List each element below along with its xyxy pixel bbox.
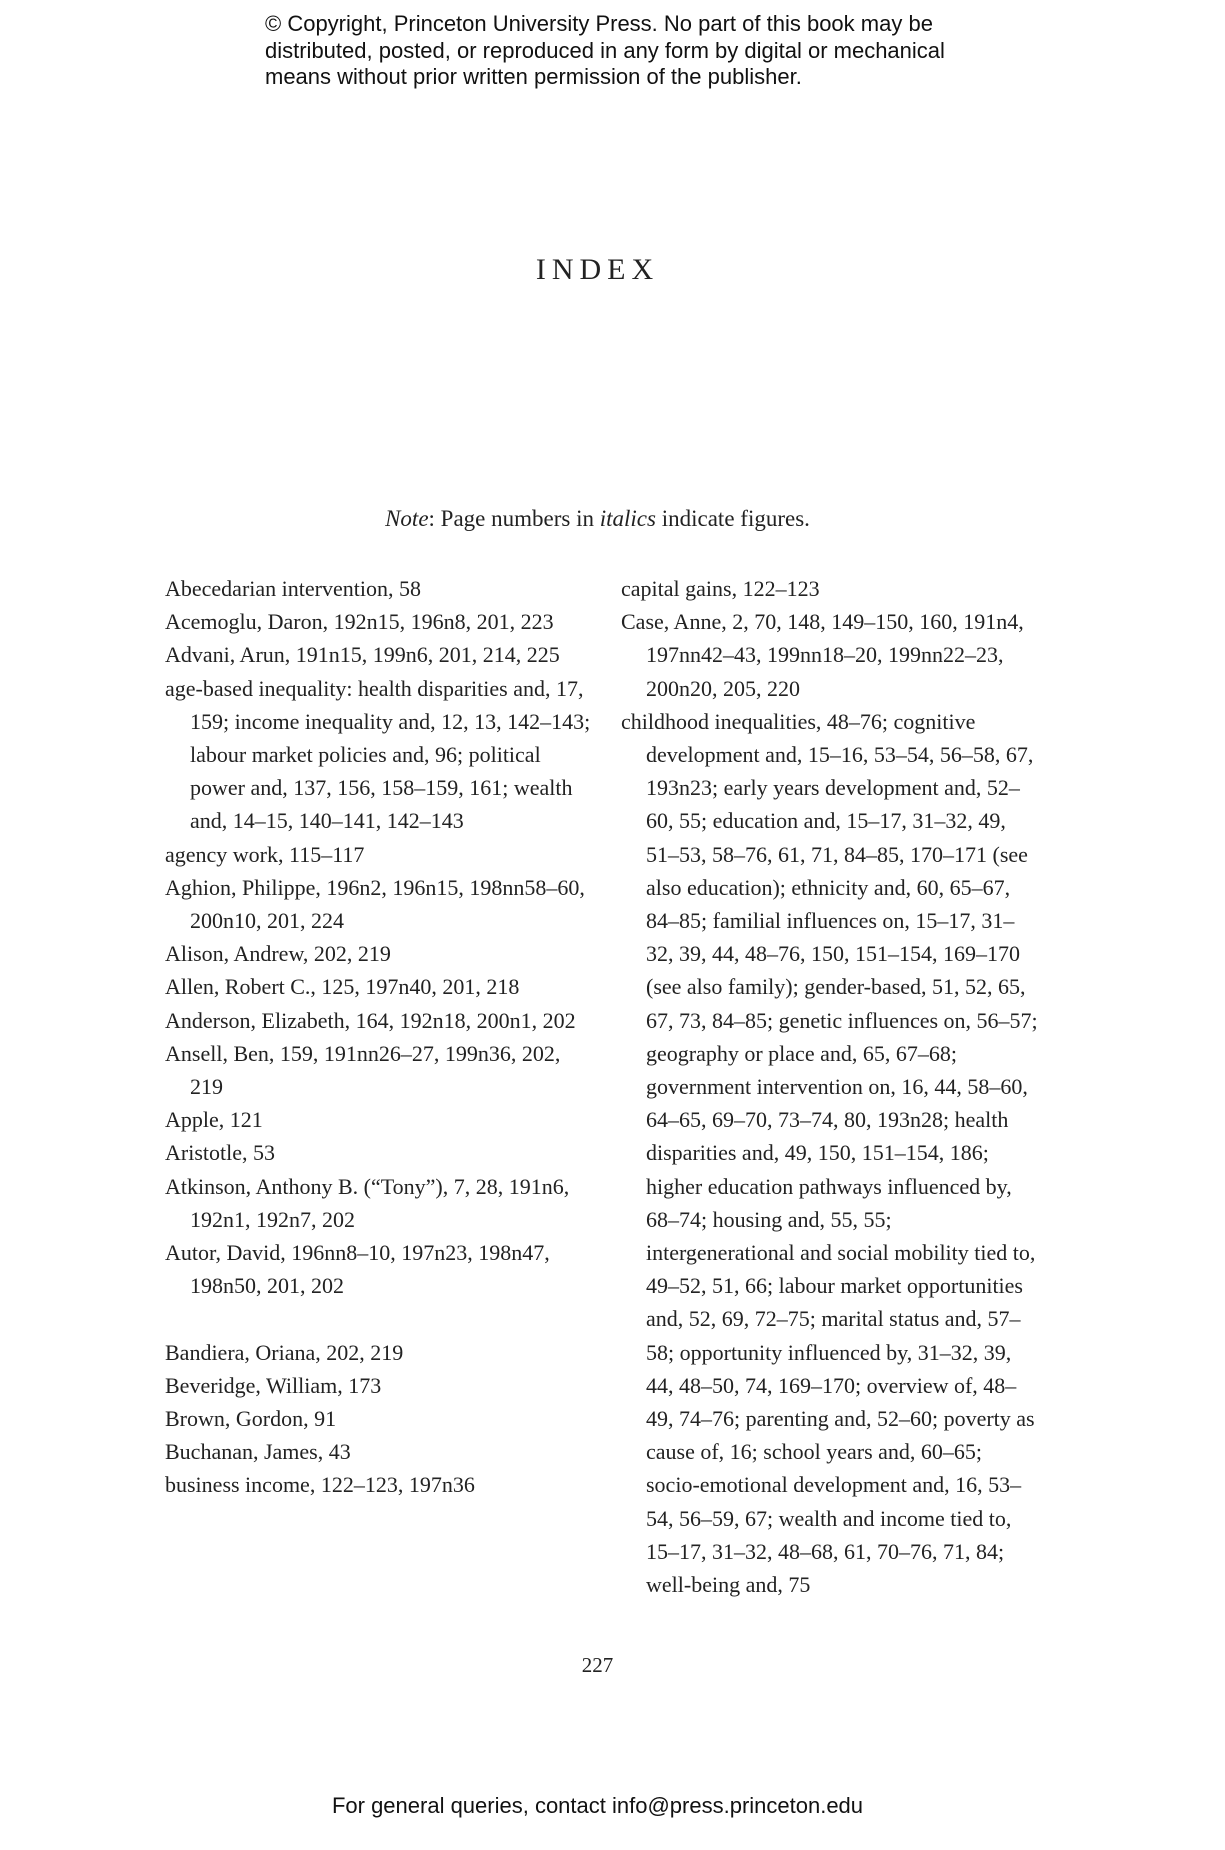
- note-text: : Page numbers in: [428, 506, 600, 531]
- index-entry: Atkinson, Anthony B. (“Tony”), 7, 28, 191n6, 192n1, 192n7, 202: [165, 1173, 570, 1232]
- index-entry: Case, Anne, 2, 70, 148, 149–150, 160, 191n4, 197nn42–43, 199nn18–20, 199nn22–23, 200n20, 205, 220: [621, 609, 1024, 701]
- page-title: INDEX: [535, 253, 660, 286]
- index-entry: Bandiera, Oriana, 202, 219: [165, 1339, 404, 1365]
- index-entry: agency work, 115–117: [165, 841, 365, 867]
- index-note: [0, 506, 1195, 532]
- note-italic-word: italics: [599, 506, 656, 531]
- index-entry: Autor, David, 196nn8–10, 197n23, 198n47, 198n50, 201, 202: [165, 1240, 550, 1299]
- index-entry: Brown, Gordon, 91: [165, 1406, 337, 1432]
- index-entry: Anderson, Elizabeth, 164, 192n18, 200n1, 202: [165, 1007, 576, 1033]
- index-entry: Abecedarian intervention, 58: [165, 576, 421, 601]
- index-entry: Alison, Andrew, 202, 219: [165, 941, 391, 967]
- index-entry: Allen, Robert C., 125, 197n40, 201, 218: [165, 974, 520, 1000]
- index-entry: Advani, Arun, 191n15, 199n6, 201, 214, 225: [165, 642, 560, 668]
- index-column-left: [165, 572, 595, 1502]
- index-entry: business income, 122–123, 197n36: [165, 1472, 475, 1498]
- index-entry: Beveridge, William, 173: [165, 1372, 382, 1398]
- page-number: 227: [581, 1653, 614, 1677]
- note-label: Note: [385, 506, 429, 531]
- index-entry: Buchanan, James, 43: [165, 1439, 351, 1465]
- copyright-line: © Copyright, Princeton University Press. No part of this book may be: [265, 11, 933, 36]
- index-entry: Acemoglu, Daron, 192n15, 196n8, 201, 223: [165, 609, 554, 635]
- index-entry: Aristotle, 53: [165, 1140, 275, 1166]
- index-entry: capital gains, 122–123: [621, 576, 820, 601]
- copyright-notice: [265, 11, 1025, 91]
- note-text: indicate figures.: [655, 506, 810, 531]
- index-column-right: [621, 572, 1041, 1601]
- index-entry: Ansell, Ben, 159, 191nn26–27, 199n36, 202, 219: [165, 1040, 561, 1100]
- footer-contact: For general queries, contact info@press.princeton.edu: [331, 1793, 864, 1818]
- copyright-line: distributed, posted, or reproduced in any form by digital or mechanical: [265, 37, 945, 63]
- index-entry: Apple, 121: [165, 1107, 263, 1133]
- index-entry: Aghion, Philippe, 196n2, 196n15, 198nn58–60, 200n10, 201, 224: [165, 874, 585, 934]
- copyright-line: means without prior written permission of the publisher.: [265, 64, 802, 89]
- index-entry: childhood inequalities, 48–76; cognitive development and, 15–16, 53–54, 56–58, 67, 193n23; early years development and, 52–60, 55; education and, 15–17, 31–32, 49, 51–53, 58–76, 61, 71, 84–85, 170–171 (see also education); ethnicity and, 60, 65–67, 84–85; familial influences on, 15–17, 31–32, 39, 44, 48–76, 150, 151–154, 169–170 (see also family); gender-based, 51, 52, 65, 67, 73, 84–85; genetic influences on, 56–57; geography or place and, 65, 67–68; government intervention on, 16, 44, 58–60, 64–65, 69–70, 73–74, 80, 193n28; health disparities and, 49, 150, 151–154, 186; higher education pathways influenced by, 68–74; housing and, 55, 55; intergenerational and social mobility tied to, 49–52, 51, 66; labour market opportunities and, 52, 69, 72–75; marital status and, 57–58; opportunity influenced by, 31–32, 39, 44, 48–50, 74, 169–170; overview of, 48–49, 74–76; parenting and, 52–60; poverty as cause of, 16; school years and, 60–65; socio-emotional development and, 16, 53–54, 56–59, 67; wealth and income tied to, 15–17, 31–32, 48–68, 61, 70–76, 71, 84; well-being and, 75: [621, 708, 1038, 1598]
- index-entry: age-based inequality: health disparities and, 17, 159; income inequality and, 12, 13, 142–143; labour market policies and, 96; political power and, 137, 156, 158–159, 161; wealth and, 14–15, 140–141, 142–143: [165, 675, 591, 834]
